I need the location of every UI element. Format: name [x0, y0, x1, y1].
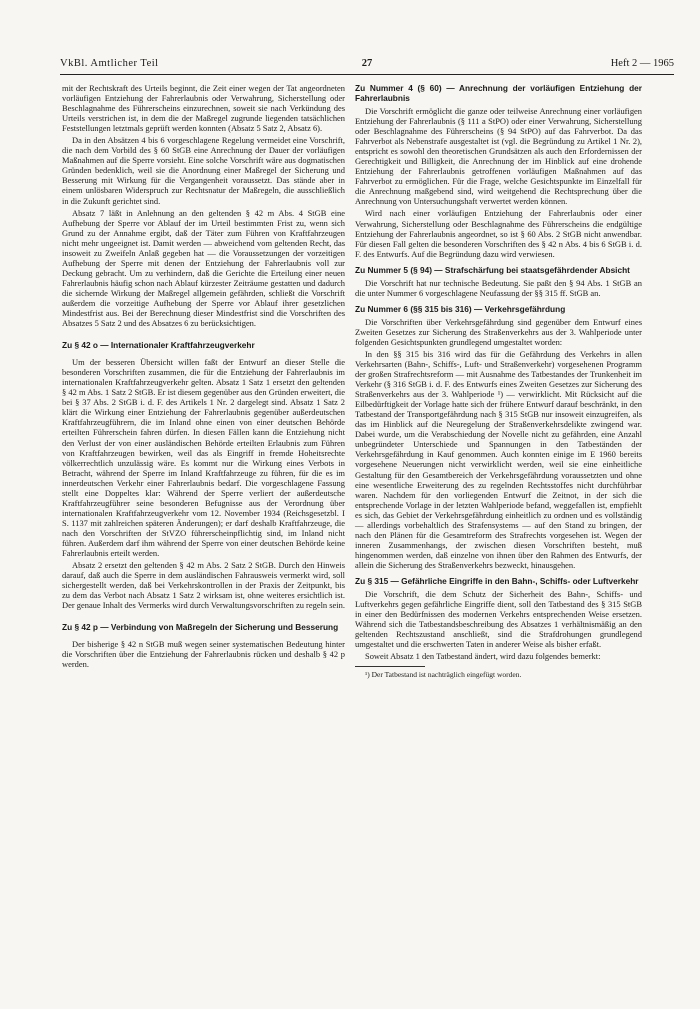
paragraph: Absatz 2 ersetzt den geltenden § 42 m Abs. 2 Satz 2 StGB. Durch den Hinweis darauf, daß auch die Sperre in dem ausländischen Fahrausweis vermerkt wird, soll sichergestellt werden, daß bei Verkehrskontrollen in der Praxis der Zeitpunkt, bis zu dem das Verbot nach Absatz 1 Satz 2 wirksam ist, ohne weiteres ersichtlich ist. Der genaue Inhalt des Vermerks wird durch Verwaltungsvorschriften zu regeln sein. — [62, 560, 345, 611]
footnote: ¹) Der Tatbestand ist nachträglich eingefügt worden. — [365, 670, 522, 680]
running-header — [60, 58, 674, 75]
journal-title: VkBl. Amtlicher Teil — [60, 58, 159, 69]
paragraph: In den §§ 315 bis 316 wird das für die Gefährdung des Verkehrs in allen Verkehrsarten (Bahn-, Schiffs-, Luft- und Straßenverkehr) vorgesehenen Programm der großen Strafrechtsreform — mit Ausnahme des Tatbestandes der Trunkenheit im Verkehr (§ 316 StGB i. d. F. des Entwurfs eines Zweiten Gesetzes zur Sicherung des Straßenverkehrs aus der 3. Wahlperiode ¹) — verwirklicht. Mit Rücksicht auf die Eilbedürftigkeit der Vorlage hatte sich der frühere Entwurf darauf beschränkt, in den Tatbestand der Transportgefährdung nach § 315 StGB nur insoweit einzugreifen, als das im Hinblick auf die Neuregelung der Straßenverkehrsdelikte zwingend war. Dabei wurde, um die Verabschiedung der Novelle nicht zu gefährden, eine Anzahl unbegründeter Unterschiede und Spannungen in den Tatbeständen der Verkehrsgefährdung in Kauf genommen. Auch konnten einige im E 1960 bereits vorgesehene Neuerungen nicht verwirklicht werden, weil sie eine einheitliche Gestaltung für den Gesamtbereich der Verkehrsgefährdung voraussetzten und ohne eine wesentliche Erweiterung des zu regelnden Rechtsstoffes nicht durchführbar waren. Nachdem für den vorliegenden Entwurf die Zeitnot, in der sich die entsprechende Vorlage in der letzten Wahlperiode befand, weggefallen ist, empfiehlt es sich, das Gebiet der Verkehrsgefährdung einheitlich zu ordnen und es vollständig — allerdings vorbehaltlich des Strafensystems — auf den Stand zu bringen, der nach den Plänen für die Gesamtreform des Strafrechts vorgesehen ist. Wegen der inneren Zusammenhangs, der zwischen diesen Vorschriften besteht, muß hingenommen werden, daß einzelne von ihnen über den Rahmen des Entwurfs, der allein die Sicherung des Straßenverkehrs bezweckt, hinausgehen. — [355, 348, 642, 570]
section-heading: Zu Nummer 4 (§ 60) — Anrechnung der vorläufigen Entziehung der Fahrerlaubnis — [355, 83, 642, 103]
paragraph: Die Vorschrift ermöglicht die ganze oder teilweise Anrechnung einer vorläufigen Entziehung der Fahrerlaubnis (§ 111 a StPO) oder einer Verwahrung, Sicherstellung oder Beschlagnahme des Führerscheins (§ 94 StPO) auf das Fahrverbot. Da das Fahrverbot als Nebenstrafe ausgestaltet ist (vgl. die Begründung zu Artikel 1 Nr. 2), entspricht es sowohl den theoretischen Grundsätzen als auch den Erfordernissen der Gerechtigkeit und Billigkeit, die Anrechnung der im Hinblick auf eine drohende Entziehung der Fahrerlaubnis getroffenen vorläufigen Maßnahmen auf das Fahrverbot zu ermöglichen. Für die Frage, welche Gesichtspunkte im Einzelfall für die Anrechnung maßgebend sind, wird weitgehend die Rechtsprechung über die Anrechnung von Untersuchungshaft verwertet werden können. — [355, 106, 642, 207]
right-column — [355, 83, 642, 681]
paragraph: Soweit Absatz 1 den Tatbestand ändert, wird dazu folgendes bemerkt: — [365, 651, 601, 662]
issue-label: Heft 2 — 1965 — [610, 58, 674, 69]
section-heading: Zu § 315 — Gefährliche Eingriffe in den Bahn-, Schiffs- oder Luftverkehr — [355, 575, 639, 586]
paragraph: Die Vorschrift, die dem Schutz der Sicherheit des Bahn-, Schiffs- und Luftverkehrs gegen gefährliche Eingriffe dient, soll den Tatbestand des § 315 StGB in einer den Bedürfnissen des modernen Verkehrs entsprechenden Weise ersetzen. Während sich die Tatbestandsbeschreibung des Absatzes 1 verhältnismäßig an den geltenden Rechtszustand anschließt, sind die Strafdrohungen grundlegend umgestaltet und die erschwerten Taten in anderer Weise als bisher erfaßt. — [355, 588, 642, 650]
section-heading: Zu § 42 o — Internationaler Kraftfahrzeugverkehr — [62, 340, 255, 351]
paragraph: Der bisherige § 42 n StGB muß wegen seiner systematischen Bedeutung hinter die Vorschriften über die Entziehung der Fahrerlaubnis rücken und deshalb § 42 p werden. — [62, 639, 345, 670]
section-heading: Zu § 42 p — Verbindung von Maßregeln der Sicherung und Besserung — [62, 622, 339, 633]
paragraph: mit der Rechtskraft des Urteils beginnt, die Zeit einer wegen der Tat angeordneten vorläufigen Entziehung der Fahrerlaubnis oder Verwahrung, Sicherstellung oder Beschlagnahme des Führerscheins einzurechnen, soweit sie nach Verkündung des Urteils verstrichen ist, in dem die der Maßregel zugrunde liegenden tatsächlichen Feststellungen letztmals geprüft werden konnten (Absatz 5 Satz 2, Absatz 6). — [62, 83, 345, 134]
page-number: 27 — [361, 58, 373, 69]
section-heading: Zu Nummer 5 (§ 94) — Strafschärfung bei staatsgefährdender Absicht — [355, 264, 630, 275]
section-heading: Zu Nummer 6 (§§ 315 bis 316) — Verkehrsgefährdung — [355, 303, 566, 314]
paragraph: Da in den Absätzen 4 bis 6 vorgeschlagene Regelung vermeidet eine Vorschrift, die nach dem Vorbild des § 60 StGB eine Anrechnung der Dauer der vorläufigen Maßnahmen auf die Sperre vorsieht. Eine solche Vorschrift wäre aus dogmatischen Gründen bedenklich, weil sie die Anordnung einer Maßregel der Sicherung und Besserung mit Wirkung für die Vergangenheit voraussetzt. Das stände aber in einem unlösbaren Widerspruch zur Rechtsnatur der Maßregeln, die ausschließlich in die Zukunft gerichtet sind. — [62, 135, 345, 206]
paragraph: Die Vorschrift hat nur technische Bedeutung. Sie paßt den § 94 Abs. 1 StGB an die unter Nummer 6 vorgeschlagene Neufassung der §§ 315 ff. StGB an. — [355, 277, 642, 298]
paragraph: Die Vorschriften über Verkehrsgefährdung sind gegenüber dem Entwurf eines Zweiten Gesetzes zur Sicherung des Straßenverkehrs aus der 3. Wahlperiode unter folgenden Gesichtspunkten grundlegend umgestaltet worden: — [355, 316, 642, 347]
left-column — [62, 83, 345, 671]
paragraph: Absatz 7 läßt in Anlehnung an den geltenden § 42 m Abs. 4 StGB eine Aufhebung der Sperre vor Ablauf der im Urteil bestimmten Frist zu, wenn sich Grund zu der Annahme ergibt, daß der Täter zum Führen von Kraftfahrzeugen nicht mehr ungeeignet ist. Damit werden — abweichend vom geltenden Recht, das insoweit zu Zweifeln Anlaß gegeben hat — die Voraussetzungen der vorzeitigen Aufhebung der Sperre mit denen der Entziehung der Fahrerlaubnis voll zur Deckung gebracht. Um zu verhindern, daß die Gerichte die Erteilung einer neuen Fahrerlaubnis häufig schon nach Ablauf kürzester Zeiträume gestatten und dadurch die sichernde Wirkung der Maßregel allgemein gefährden, schließt die Vorschrift außerdem die vorzeitige Aufhebung der Sperre vor Ablauf ihrer gesetzlichen Mindestfrist aus. Bei der Berechnung dieser Mindestfrist sind die Vorschriften des Absatzes 5 Satz 2 und des Absatzes 6 zu berücksichtigen. — [62, 207, 345, 329]
paragraph: Wird nach einer vorläufigen Entziehung der Fahrerlaubnis oder einer Verwahrung, Sicherstellung oder Beschlagnahme des Führerscheins die endgültige Entziehung der Fahrerlaubnis angeordnet, so ist § 60 Abs. 2 StGB nicht anwendbar. Für diesen Fall gelten die besonderen Vorschriften des § 42 n Abs. 4 bis 6 StGB i. d. F. des Entwurfs. Auf die Begründung dazu wird verwiesen. — [355, 208, 642, 259]
footnote-rule — [355, 666, 425, 667]
paragraph: Um der besseren Übersicht willen faßt der Entwurf an dieser Stelle die besonderen Vorschriften zusammen, die für die Entziehung der Fahrerlaubnis im internationalen Kraftfahrzeugverkehr gelten. Absatz 1 Satz 1 ersetzt den geltenden § 42 m Abs. 1 Satz 2 StGB. Er ist diesem gegenüber aus den Gründen erweitert, die bei § 37 Abs. 2 StGB i. d. F. des Artikels 1 Nr. 2 dargelegt sind. Absatz 1 Satz 2 klärt die Wirkung einer Entziehung der Fahrerlaubnis gegenüber außerdeutschen Kraftfahrzeugführern, die im Inland ohne einen von einer deutschen Behörde erteilten Führerschein fahren dürfen. In diesen Fällen kann die Entziehung nicht den Verlust der von einer ausländischen Behörde erteilten Erlaubnis zum Führen von Kraftfahrzeugen bewirken, weil das als Eingriff in fremde Hoheitsrechte völkerrechtlich unzulässig wäre. Es kommt nur die Wirkung eines Verbots in Betracht, während der Sperre im Inland Kraftfahrzeuge zu führen, für die es im innerdeutschen Verkehr einer Fahrerlaubnis bedarf. Die vorgeschlagene Fassung stellt eine Doppeltes klar: Während der Sperre verliert der außerdeutsche Kraftfahrzeugführer seine besonderen Befugnisse aus der Verordnung über internationalen Kraftfahrzeugverkehr vom 12. November 1934 (Reichsgesetzbl. I S. 1137 mit zahlreichen späteren Änderungen); er darf deshalb Kraftfahrzeuge, die nach den Vorschriften der StVZO führerscheinpflichtig sind, im Inland nicht führen. Außerdem darf ihm während der Sperre von einer deutschen Behörde keine Fahrerlaubnis erteilt werden. — [62, 357, 345, 559]
